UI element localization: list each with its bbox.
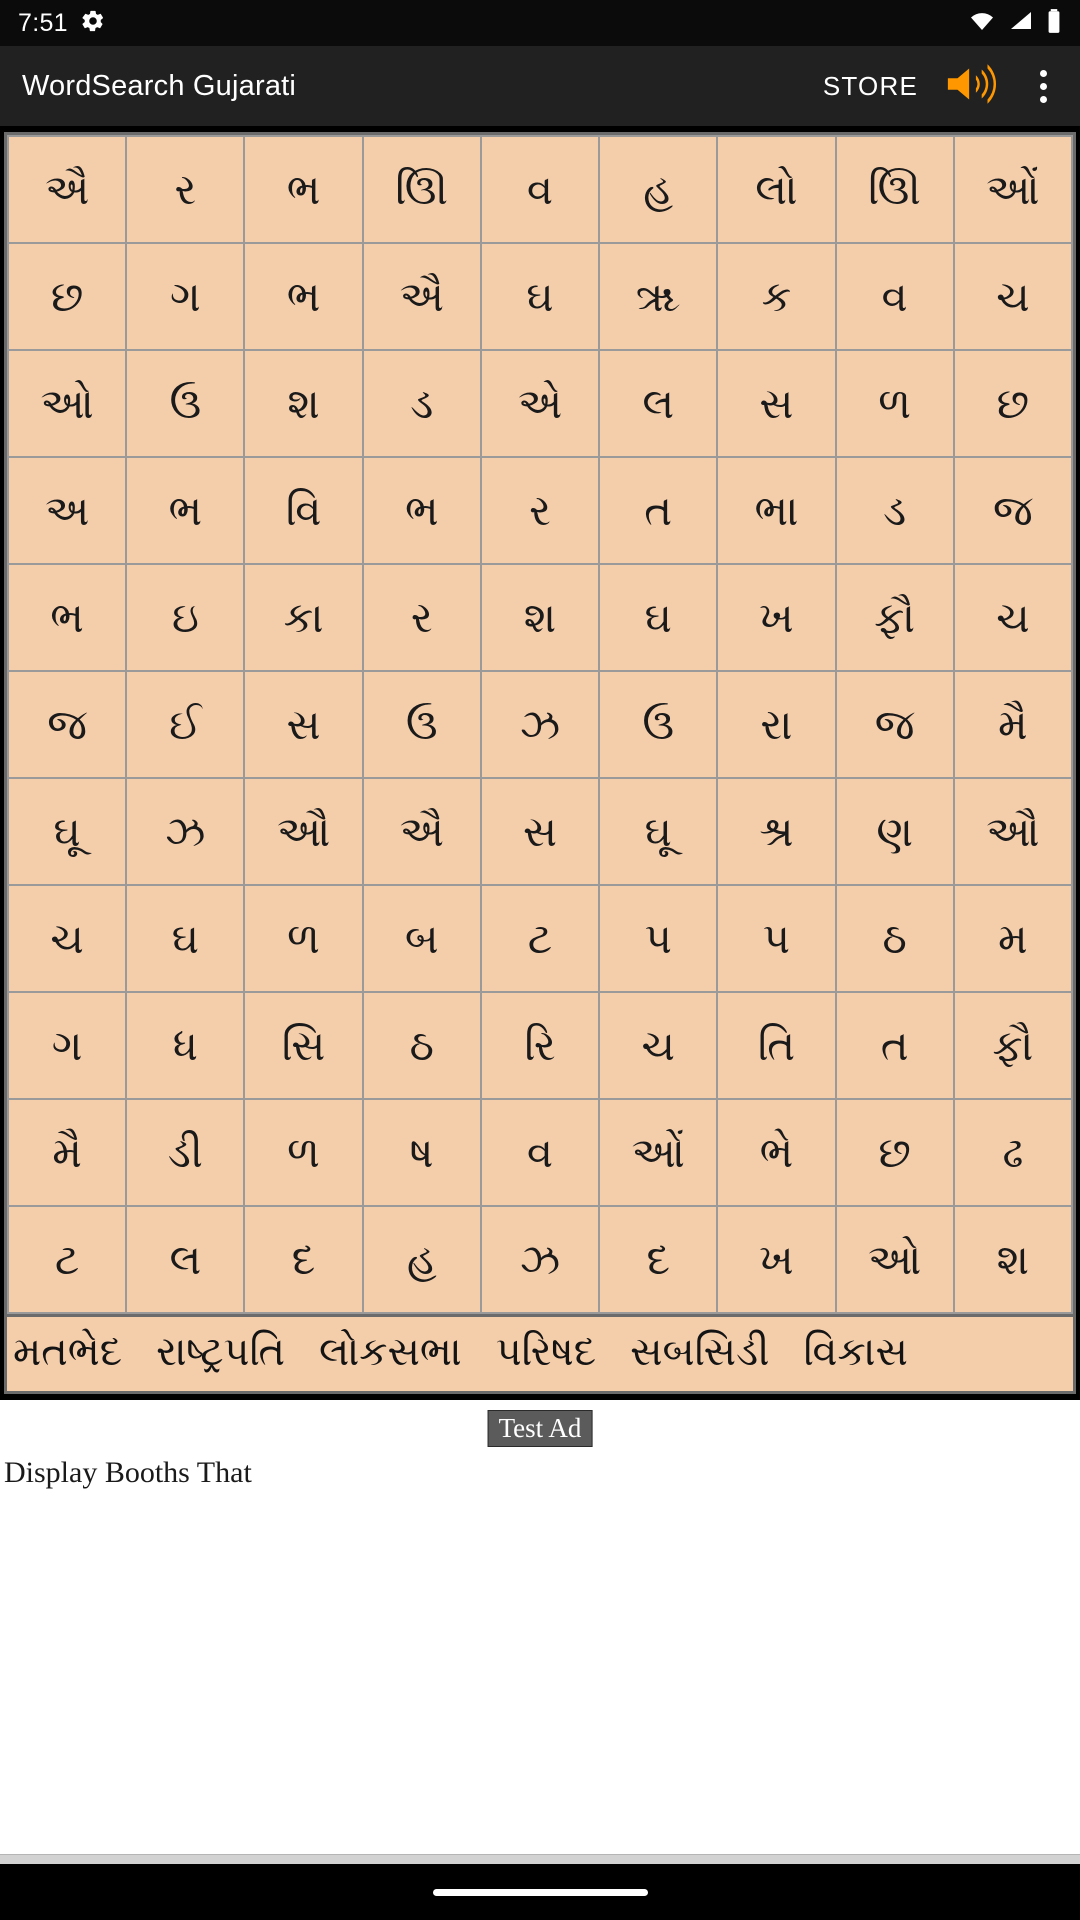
word-list <box>4 1317 1076 1394</box>
grid-cell[interactable]: ઐ <box>8 136 126 243</box>
grid-cell[interactable]: ઝ <box>481 671 599 778</box>
grid-row <box>8 885 1072 992</box>
grid-cell[interactable]: જ <box>954 457 1072 564</box>
grid-cell[interactable]: સ <box>717 350 835 457</box>
grid-row <box>8 992 1072 1099</box>
grid-row <box>8 457 1072 564</box>
overflow-dot <box>1040 83 1047 90</box>
action-bar-actions <box>823 60 1058 113</box>
grid-cell[interactable]: પ <box>717 885 835 992</box>
grid-cell[interactable]: લ <box>599 350 717 457</box>
grid-cell[interactable]: વિ <box>244 457 362 564</box>
grid-cell[interactable]: ભ <box>8 564 126 671</box>
home-gesture-pill[interactable] <box>433 1889 648 1896</box>
grid-row <box>8 243 1072 350</box>
status-bar <box>0 0 1080 46</box>
status-bar-left <box>18 8 106 39</box>
grid-cell[interactable]: ર <box>126 136 244 243</box>
grid-row <box>8 350 1072 457</box>
grid-cell[interactable]: જ <box>8 671 126 778</box>
grid-cell[interactable]: ર <box>363 564 481 671</box>
grid-cell[interactable]: શ <box>481 564 599 671</box>
grid-cell[interactable]: વ <box>481 136 599 243</box>
grid-cell[interactable]: ટ <box>481 885 599 992</box>
grid-cell[interactable]: ળ <box>244 885 362 992</box>
grid-cell[interactable]: બ <box>363 885 481 992</box>
overflow-dot <box>1040 70 1047 77</box>
grid-cell[interactable]: કા <box>244 564 362 671</box>
grid-cell[interactable]: ઉ <box>126 350 244 457</box>
grid-cell[interactable]: ફૌ <box>954 992 1072 1099</box>
grid-cell[interactable]: ભ <box>363 457 481 564</box>
grid-cell[interactable]: ષ <box>363 1099 481 1206</box>
grid-cell[interactable]: ચ <box>954 564 1072 671</box>
ad-headline[interactable]: Display Booths That <box>4 1456 252 1489</box>
grid-cell[interactable]: રા <box>717 671 835 778</box>
grid-cell[interactable]: વ <box>836 243 954 350</box>
grid-cell[interactable]: ઘૂ <box>8 778 126 885</box>
ad-bottom-strip <box>0 1854 1080 1864</box>
store-button[interactable]: STORE <box>822 70 918 101</box>
grid-row <box>8 778 1072 885</box>
grid-cell[interactable]: અ <box>8 457 126 564</box>
signal-icon <box>1008 9 1034 38</box>
grid-cell[interactable]: ખ <box>717 564 835 671</box>
letter-grid-table[interactable] <box>7 135 1073 1314</box>
grid-cell[interactable]: ઊિ <box>363 136 481 243</box>
grid-cell[interactable]: ભા <box>717 457 835 564</box>
grid-cell[interactable]: સ <box>481 778 599 885</box>
grid-cell[interactable]: છ <box>8 243 126 350</box>
grid-row <box>8 1206 1072 1313</box>
grid-row <box>8 136 1072 243</box>
grid-cell[interactable]: પ <box>599 885 717 992</box>
grid-cell[interactable]: ડ <box>363 350 481 457</box>
grid-cell[interactable]: ભ <box>244 136 362 243</box>
grid-cell[interactable]: ઊિ <box>836 136 954 243</box>
ad-badge: Test Ad <box>488 1410 593 1447</box>
grid-cell[interactable]: ભ <box>126 457 244 564</box>
grid-cell[interactable]: મ <box>954 885 1072 992</box>
wifi-icon <box>968 9 996 38</box>
grid-cell[interactable]: શ્ર <box>717 778 835 885</box>
grid-cell[interactable]: ચ <box>8 885 126 992</box>
overflow-dot <box>1040 96 1047 103</box>
grid-cell[interactable]: ઘ <box>481 243 599 350</box>
speaker-on-icon[interactable] <box>944 60 1002 113</box>
grid-cell[interactable]: ઇ <box>126 564 244 671</box>
grid-cell[interactable]: રિ <box>481 992 599 1099</box>
grid-cell[interactable]: ઈ <box>126 671 244 778</box>
grid-cell[interactable]: ઐ <box>363 778 481 885</box>
grid-cell[interactable]: જ <box>836 671 954 778</box>
grid-cell[interactable]: ળ <box>244 1099 362 1206</box>
grid-cell[interactable]: છ <box>836 1099 954 1206</box>
overflow-menu-icon[interactable] <box>1028 63 1058 109</box>
word-list-item: વિકાસ <box>803 1329 908 1374</box>
word-list-item: લોકસભા <box>319 1329 462 1374</box>
action-bar <box>0 46 1080 126</box>
grid-cell[interactable]: હ <box>363 1206 481 1313</box>
grid-cell[interactable]: ચ <box>599 992 717 1099</box>
grid-cell[interactable]: ઉ <box>599 671 717 778</box>
grid-cell[interactable]: ઠ <box>836 885 954 992</box>
grid-cell[interactable]: ઓં <box>599 1099 717 1206</box>
gear-icon <box>80 8 106 39</box>
grid-row <box>8 1099 1072 1206</box>
grid-cell[interactable]: સિ <box>244 992 362 1099</box>
grid-cell[interactable]: દ <box>244 1206 362 1313</box>
grid-cell[interactable]: ઘ <box>126 885 244 992</box>
grid-cell[interactable]: મૈ <box>954 671 1072 778</box>
grid-cell[interactable]: ઓં <box>954 136 1072 243</box>
grid-cell[interactable]: એ <box>481 350 599 457</box>
grid-cell[interactable]: ડી <box>126 1099 244 1206</box>
grid-cell[interactable]: ગ <box>8 992 126 1099</box>
grid-cell[interactable]: ડ <box>836 457 954 564</box>
grid-cell[interactable]: ટ <box>8 1206 126 1313</box>
grid-cell[interactable]: ૠ <box>599 243 717 350</box>
word-list-item: સબસિડી <box>630 1329 770 1374</box>
grid-cell[interactable]: ઝ <box>481 1206 599 1313</box>
grid-row <box>8 564 1072 671</box>
grid-cell[interactable]: ખ <box>717 1206 835 1313</box>
ad-banner[interactable] <box>0 1400 1080 1864</box>
grid-cell[interactable]: ઘૂ <box>599 778 717 885</box>
grid-cell[interactable]: ચ <box>954 243 1072 350</box>
grid-cell[interactable]: લ <box>126 1206 244 1313</box>
system-nav-bar <box>0 1864 1080 1920</box>
grid-cell[interactable]: ઉ <box>363 671 481 778</box>
grid-cell[interactable]: ક <box>717 243 835 350</box>
grid-cell[interactable]: ત <box>599 457 717 564</box>
grid-cell[interactable]: દ <box>599 1206 717 1313</box>
grid-cell[interactable]: ઓ <box>8 350 126 457</box>
grid-cell[interactable]: ત <box>836 992 954 1099</box>
status-time: 7:51 <box>18 8 68 37</box>
grid-cell[interactable]: છ <box>954 350 1072 457</box>
grid-cell[interactable]: ગ <box>126 243 244 350</box>
grid-cell[interactable]: ભ <box>244 243 362 350</box>
grid-cell[interactable]: ધ <box>126 992 244 1099</box>
grid-cell[interactable]: ઢ <box>954 1099 1072 1206</box>
word-list-item: પરિષદ <box>495 1329 597 1374</box>
grid-cell[interactable]: ઔ <box>244 778 362 885</box>
grid-cell[interactable]: ફૌ <box>836 564 954 671</box>
grid-cell[interactable]: ણ <box>836 778 954 885</box>
grid-cell[interactable]: ઠ <box>363 992 481 1099</box>
grid-cell[interactable]: ઝ <box>126 778 244 885</box>
grid-cell[interactable]: ળ <box>836 350 954 457</box>
battery-icon <box>1046 8 1062 39</box>
grid-cell[interactable]: શ <box>954 1206 1072 1313</box>
word-list-item: મતભેદ <box>13 1329 123 1374</box>
game-area <box>0 126 1080 1864</box>
grid-cell[interactable]: ઓ <box>836 1206 954 1313</box>
grid-cell[interactable]: વ <box>481 1099 599 1206</box>
grid-cell[interactable]: તિ <box>717 992 835 1099</box>
grid-cell[interactable]: ઔ <box>954 778 1072 885</box>
grid-cell[interactable]: ઐ <box>363 243 481 350</box>
grid-row <box>8 671 1072 778</box>
word-list-item: રાષ્ટ્રપતિ <box>156 1329 286 1374</box>
grid-cell[interactable]: સ <box>244 671 362 778</box>
grid-cell[interactable]: ઘ <box>599 564 717 671</box>
status-bar-right <box>968 8 1062 39</box>
page-title: WordSearch Gujarati <box>22 69 297 102</box>
grid-cell[interactable]: ભે <box>717 1099 835 1206</box>
word-search-grid[interactable] <box>4 132 1076 1317</box>
grid-cell[interactable]: મૈ <box>8 1099 126 1206</box>
grid-cell[interactable]: ર <box>481 457 599 564</box>
grid-cell[interactable]: હ <box>599 136 717 243</box>
grid-cell[interactable]: લો <box>717 136 835 243</box>
grid-cell[interactable]: શ <box>244 350 362 457</box>
